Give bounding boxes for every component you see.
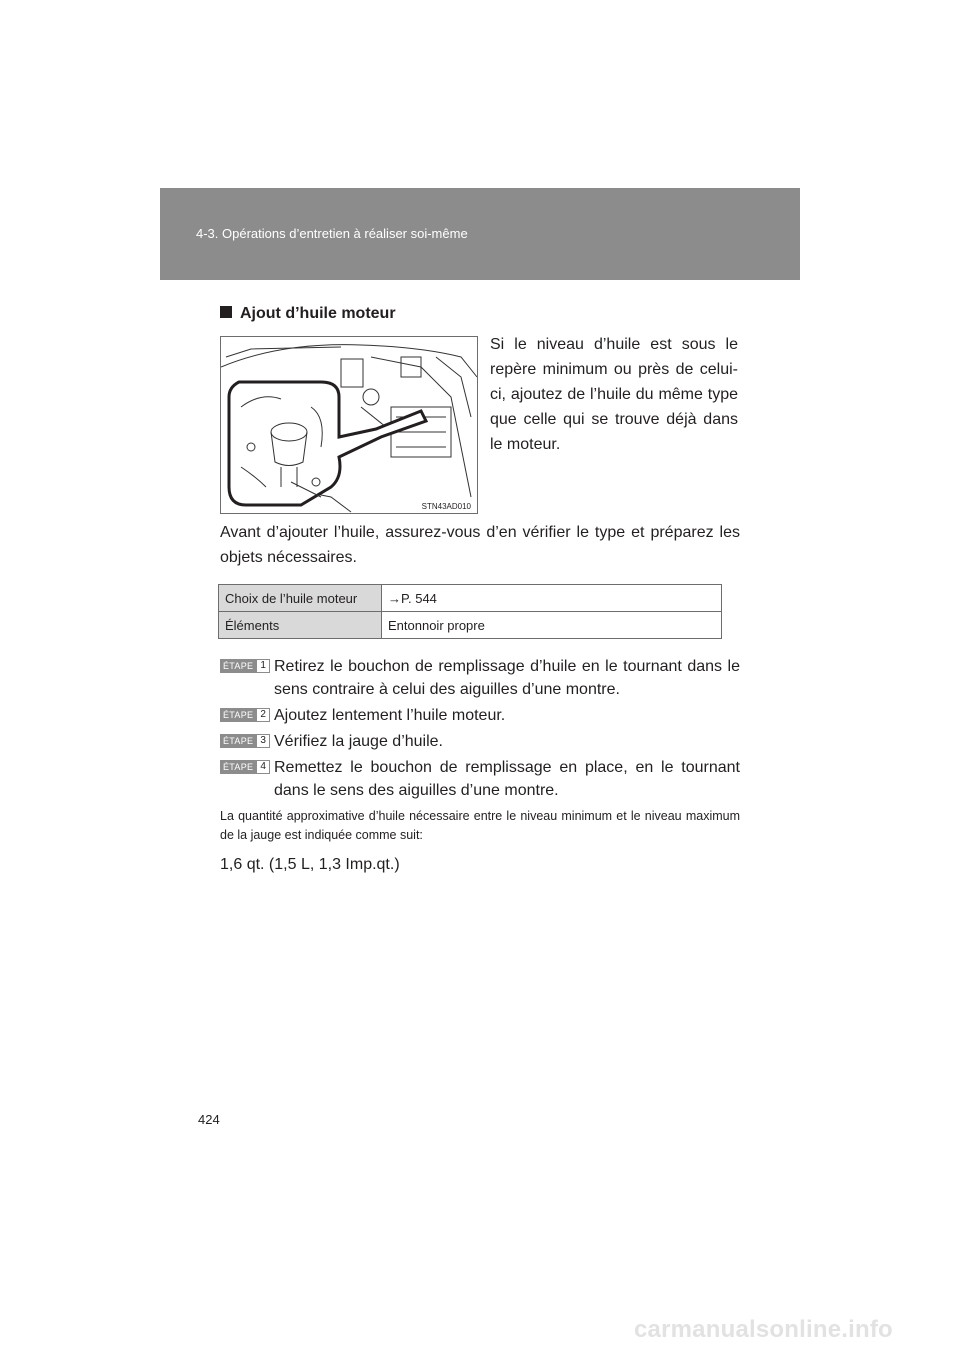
page-number: 424 [198, 1112, 220, 1127]
table-cell-label: Éléments [219, 612, 382, 639]
step-badge-tag: ÉTAPE [220, 659, 256, 673]
step-badge-tag: ÉTAPE [220, 734, 256, 748]
figure-code: STN43AD010 [421, 502, 471, 511]
step-badge-number: 4 [256, 760, 270, 774]
step-item [220, 655, 740, 701]
note-paragraph: La quantité approximative d’huile nécessaire entre le niveau minimum et le niveau maximum de la jauge est indiquée comme suit: [220, 809, 740, 842]
section-title-text: Ajout d’huile moteur [240, 305, 396, 322]
table-cell-value: Entonnoir propre [382, 612, 722, 639]
step-badge-tag: ÉTAPE [220, 760, 256, 774]
step-item [220, 730, 740, 753]
step-badge-tag: ÉTAPE [220, 708, 256, 722]
engine-bay-drawing [221, 337, 477, 513]
step-text: Retirez le bouchon de remplissage d’huile en le tournant dans le sens contraire à celui des aiguilles d’une montre. [274, 658, 740, 698]
breadcrumb: 4-3. Opérations d’entretien à réaliser soi-même [196, 226, 468, 241]
step-text: Ajoutez lentement l’huile moteur. [274, 707, 506, 724]
step-badge [220, 659, 270, 673]
step-badge-number: 2 [256, 708, 270, 722]
section-title [220, 305, 396, 323]
step-list [220, 655, 740, 805]
table-cell-value: →P. 544 [382, 585, 722, 612]
step-item [220, 704, 740, 727]
chapter-header [160, 188, 800, 280]
step-badge [220, 760, 270, 774]
step-text: Remettez le bouchon de remplissage en place, en le tournant dans le sens des aiguilles d’une montre. [274, 759, 740, 799]
step-text: Vérifiez la jauge d’huile. [274, 733, 443, 750]
step-badge-number: 3 [256, 734, 270, 748]
table-cell-label: Choix de l’huile moteur [219, 585, 382, 612]
before-paragraph: Avant d’ajouter l’huile, assurez-vous d’en vérifier le type et préparez les objets nécessaires. [220, 524, 740, 566]
step-badge [220, 734, 270, 748]
table-row [219, 612, 722, 639]
engine-illustration [220, 336, 478, 514]
table-row [219, 585, 722, 612]
step-badge [220, 708, 270, 722]
square-bullet-icon [220, 306, 232, 318]
oil-quantity: 1,6 qt. (1,5 L, 1,3 Imp.qt.) [220, 856, 400, 873]
requirements-table [218, 584, 722, 639]
watermark: carmanualsonline.info [634, 1316, 893, 1343]
step-item [220, 756, 740, 802]
step-badge-number: 1 [256, 659, 270, 673]
intro-paragraph: Si le niveau d’huile est sous le repère minimum ou près de celui-ci, ajoutez de l’huile du même type que celle qui se trouve déjà dans le moteur. [490, 336, 738, 453]
